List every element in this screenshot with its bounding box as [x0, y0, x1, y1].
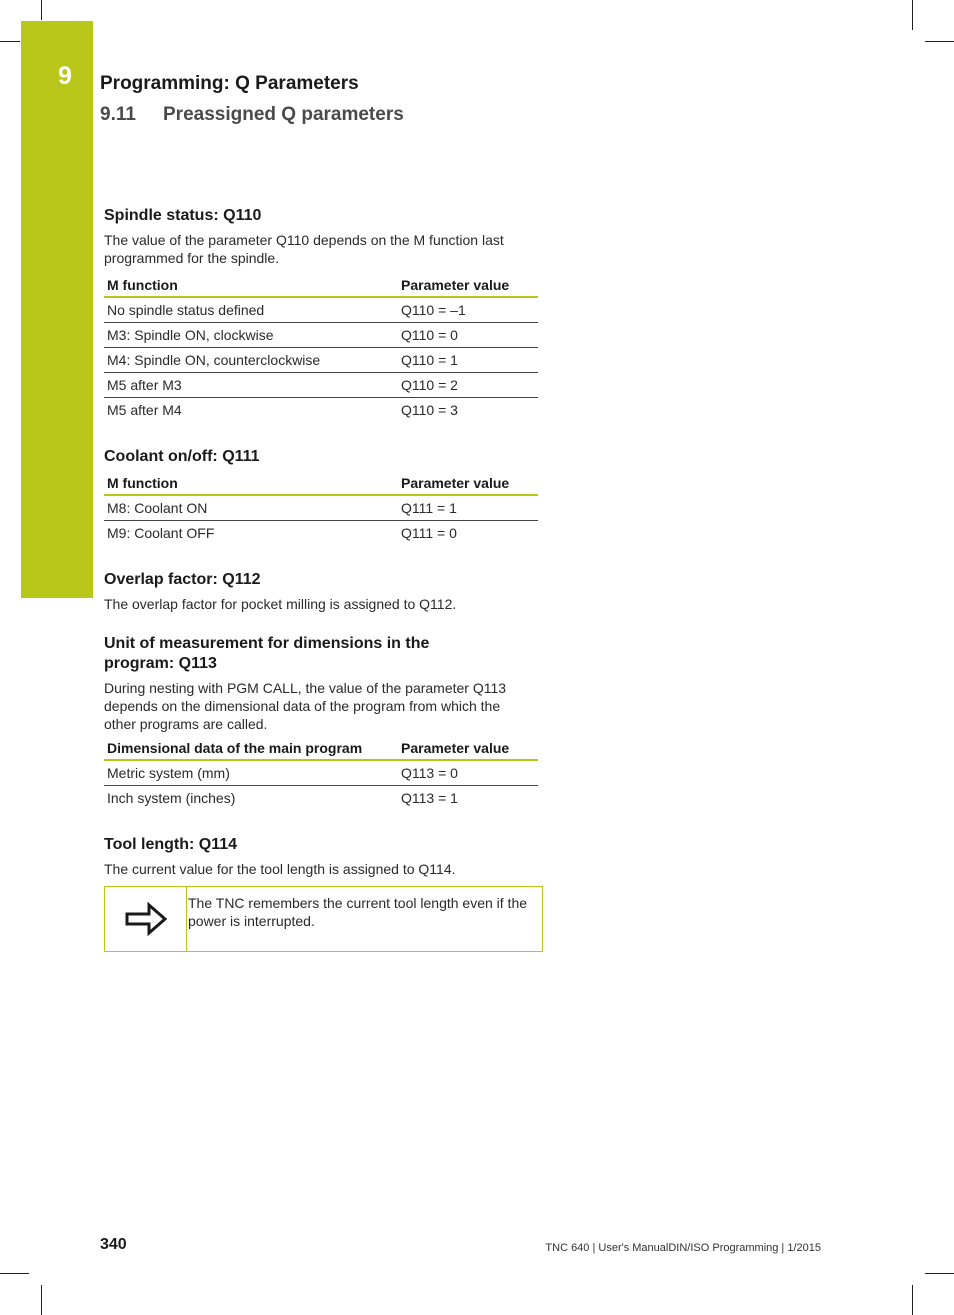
table-cell-function: M8: Coolant ON	[104, 495, 398, 521]
main-content	[104, 206, 544, 952]
table-row	[104, 521, 538, 546]
section-heading	[100, 104, 404, 126]
crop-mark	[925, 41, 954, 42]
column-header: Parameter value	[398, 472, 538, 495]
note-text: The TNC remembers the current tool length even if the power is interrupted.	[188, 895, 528, 929]
coolant-table	[104, 472, 538, 545]
column-header: Dimensional data of the main program	[104, 737, 398, 760]
table-cell-function: Metric system (mm)	[104, 760, 398, 786]
table-cell-function: No spindle status defined	[104, 297, 398, 323]
table-cell-function: M5 after M4	[107, 402, 182, 418]
table-cell-function: M3: Spindle ON, clockwise	[104, 323, 398, 348]
table-row	[104, 495, 538, 521]
table-cell-function: Inch system (inches)	[107, 790, 236, 806]
table-cell-value: Q110 = 0	[398, 323, 538, 348]
crop-mark	[912, 1285, 913, 1315]
table-cell-value: Q111 = 1	[398, 495, 538, 521]
table-row	[104, 297, 538, 323]
table-cell-value: Q110 = 3	[401, 402, 458, 418]
table-row	[104, 760, 538, 786]
table-cell-value: Q113 = 0	[398, 760, 538, 786]
table-cell-value: Q111 = 0	[401, 525, 457, 541]
crop-mark	[925, 1273, 954, 1274]
table-row	[104, 786, 538, 811]
table-row	[104, 348, 538, 373]
spindle-table	[104, 274, 538, 422]
page-number: 340	[100, 1236, 127, 1253]
section-title: Preassigned Q parameters	[163, 104, 404, 125]
tool-heading: Tool length: Q114	[104, 836, 238, 853]
table-cell-function: M4: Spindle ON, counterclockwise	[104, 348, 398, 373]
overlap-text: The overlap factor for pocket milling is assigned to Q112.	[104, 596, 457, 612]
table-cell-value: Q110 = 1	[398, 348, 538, 373]
spindle-heading: Spindle status: Q110	[104, 207, 262, 224]
column-header: Parameter value	[398, 737, 538, 760]
column-header: M function	[104, 472, 398, 495]
tool-text: The current value for the tool length is assigned to Q114.	[104, 861, 456, 877]
crop-mark	[41, 1285, 42, 1315]
note-box	[104, 886, 543, 952]
unit-heading: Unit of measurement for dimensions in the program: Q113	[104, 635, 430, 672]
table-cell-value: Q113 = 1	[401, 790, 458, 806]
chapter-tab	[21, 21, 93, 598]
column-header: M function	[104, 274, 398, 297]
unit-table	[104, 737, 538, 810]
coolant-heading: Coolant on/off: Q111	[104, 448, 260, 465]
arrow-right-icon	[105, 887, 187, 951]
table-row	[104, 398, 538, 423]
crop-mark	[912, 0, 913, 30]
table-cell-value: Q110 = 2	[398, 373, 538, 398]
table-cell-value: Q110 = –1	[398, 297, 538, 323]
table-row	[104, 373, 538, 398]
footer-text: TNC 640 | User's ManualDIN/ISO Programming | 1/2015	[545, 1242, 821, 1254]
column-header: Parameter value	[398, 274, 538, 297]
table-cell-function: M5 after M3	[104, 373, 398, 398]
crop-mark	[41, 0, 42, 20]
spindle-text: The value of the parameter Q110 depends on the M function last programmed for the spindle.	[104, 232, 504, 266]
table-row	[104, 323, 538, 348]
chapter-title: Programming: Q Parameters	[100, 73, 359, 94]
section-number: 9.11	[100, 104, 136, 125]
crop-mark	[0, 1273, 29, 1274]
table-cell-function: M9: Coolant OFF	[107, 525, 215, 541]
chapter-number: 9	[58, 62, 72, 90]
unit-text: During nesting with PGM CALL, the value of the parameter Q113 depends on the dimensional data of the program from which the other programs are called.	[104, 680, 507, 732]
overlap-heading: Overlap factor: Q112	[104, 571, 261, 588]
crop-mark	[0, 41, 20, 42]
